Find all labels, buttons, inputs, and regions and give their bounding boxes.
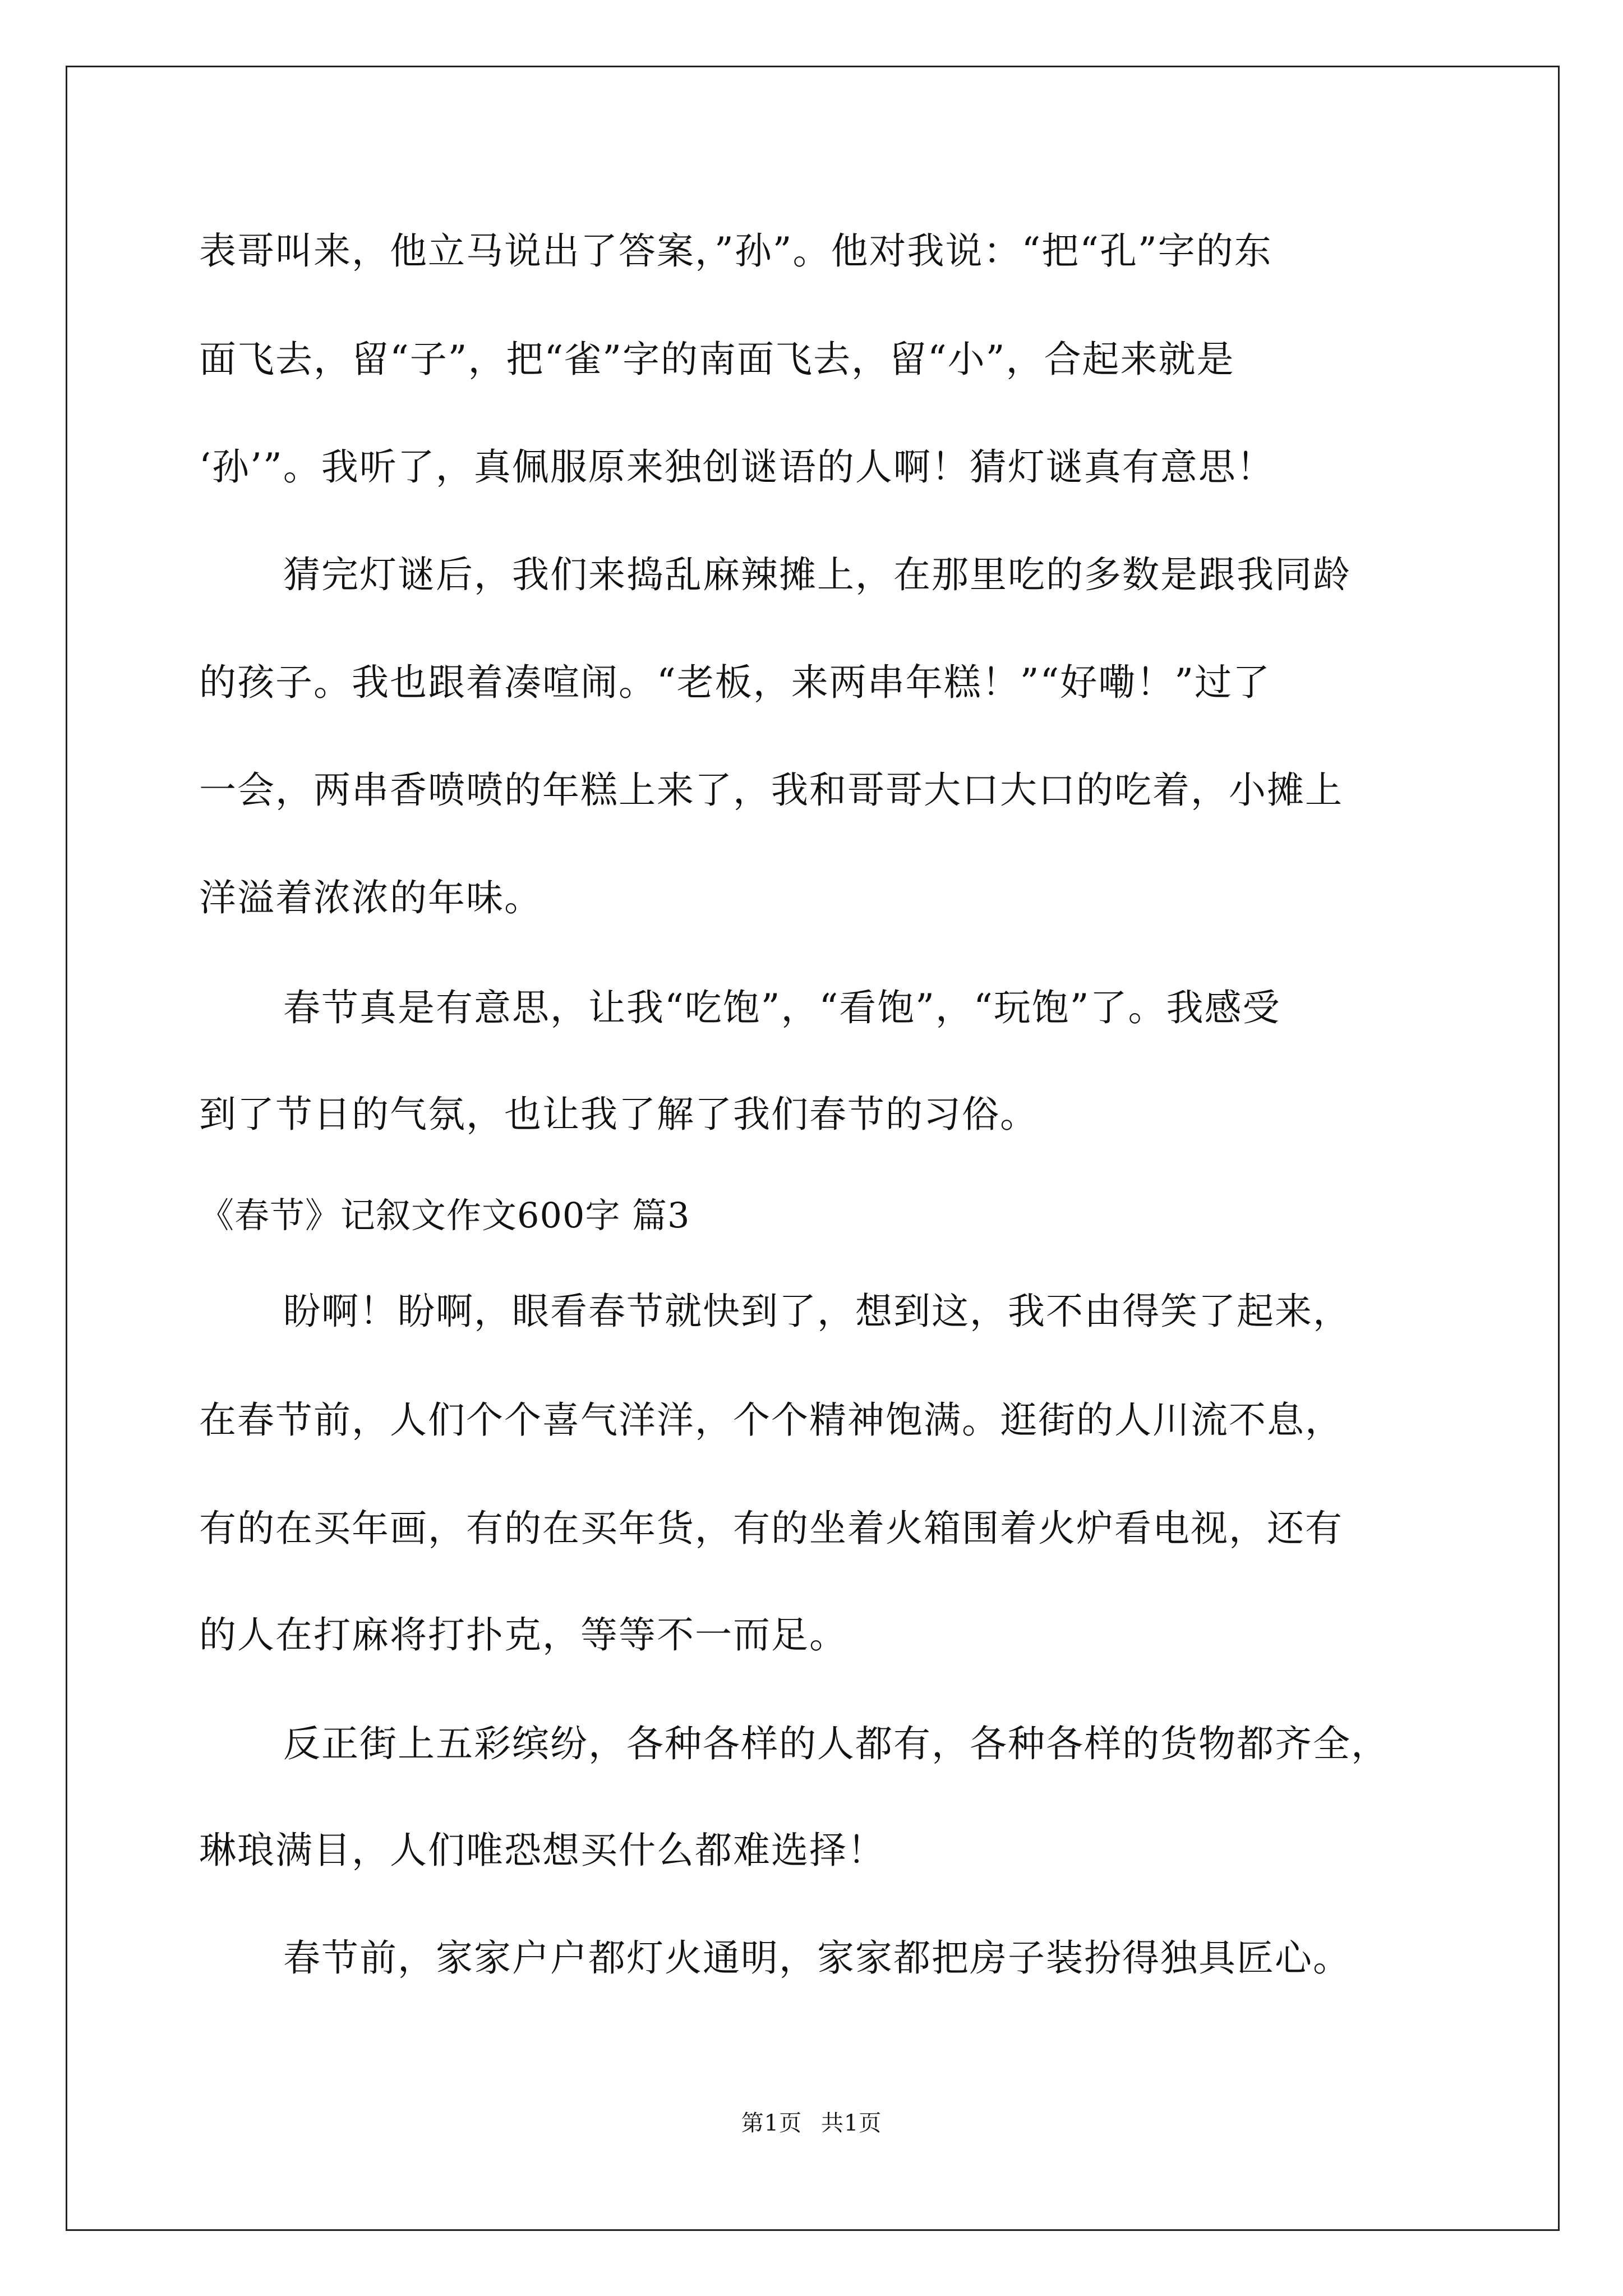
page-number: 第1页 (741, 2110, 803, 2136)
paragraph-first-line: 春节真是有意思，让我“吃饱”，“看饱”，“玩饱”了。我感受 (283, 986, 1281, 1029)
text-line: 洋溢着浓浓的年味。 (199, 876, 542, 919)
section-heading: 《春节》记叙文作文600字 篇3 (199, 1195, 690, 1236)
paragraph-first-line: 盼啊！盼啊，眼看春节就快到了，想到这，我不由得笑了起来， (283, 1290, 1351, 1333)
paragraph-first-line: 反正街上五彩缤纷，各种各样的人都有，各种各样的货物都齐全， (283, 1722, 1389, 1765)
text-line: 到了节日的气氛，也让我了解了我们春节的习俗。 (199, 1093, 1038, 1136)
text-line: 表哥叫来，他立马说出了答案，”孙”。他对我说：“把“孔”字的东 (199, 229, 1272, 273)
text-line: 的孩子。我也跟着凑喧闹。“老板，来两串年糕！”“好嘞！”过了 (199, 661, 1271, 704)
page-frame (66, 66, 1560, 2231)
text-line: 的人在打麻将打扑克，等等不一而足。 (199, 1613, 847, 1657)
page-footer (0, 2108, 1623, 2139)
paragraph-first-line: 猜完灯谜后，我们来捣乱麻辣摊上，在那里吃的多数是跟我同龄 (283, 553, 1351, 596)
page-total: 共1页 (820, 2110, 882, 2136)
paragraph-first-line: 春节前，家家户户都灯火通明，家家都把房子装扮得独具匠心。 (283, 1936, 1351, 1980)
text-line: 有的在买年画，有的在买年货，有的坐着火箱围着火炉看电视，还有 (199, 1507, 1343, 1550)
text-line: 琳琅满目，人们唯恐想买什么都难选择！ (199, 1829, 886, 1872)
text-line: 在春节前，人们个个喜气洋洋，个个精神饱满。逛街的人川流不息， (199, 1398, 1343, 1442)
text-line: ‘孙’”。我听了，真佩服原来独创谜语的人啊！猜灯谜真有意思！ (199, 445, 1275, 489)
text-line: 一会，两串香喷喷的年糕上来了，我和哥哥大口大口的吃着，小摊上 (199, 769, 1343, 812)
text-line: 面飞去，留“子”，把“雀”字的南面飞去，留“小”，合起来就是 (199, 338, 1235, 381)
